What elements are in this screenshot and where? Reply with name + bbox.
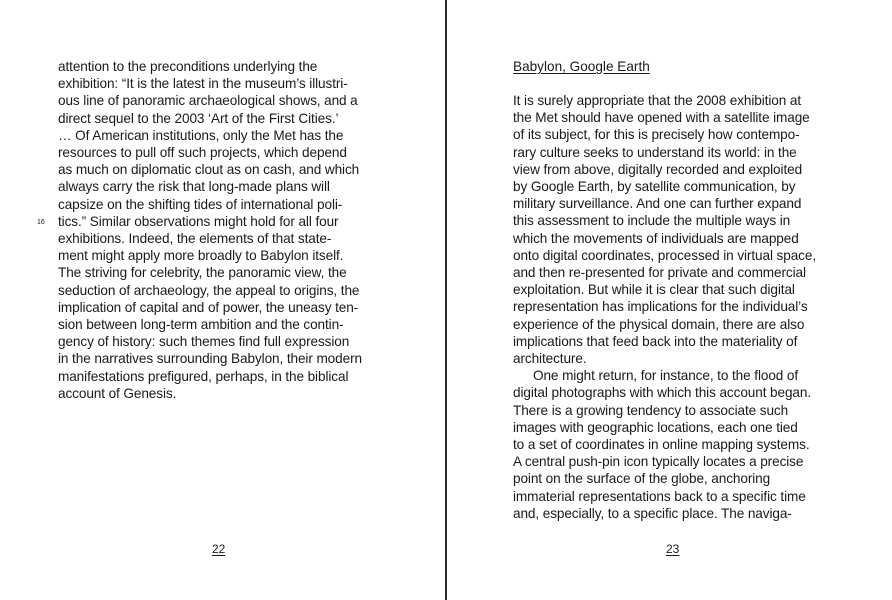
text-line: immaterial representations back to a specific time: [513, 488, 806, 504]
text-line: tics.” Similar observations might hold for all four: [58, 213, 339, 229]
text-line: to a set of coordinates in online mapping systems.: [513, 437, 810, 453]
text-line: exploitation. But while it is clear that such digital: [513, 282, 795, 298]
text-line: The striving for celebrity, the panoramic view, the: [58, 265, 347, 281]
text-line: point on the surface of the globe, anchoring: [513, 471, 771, 487]
text-line: direct sequel to the 2003 ‘Art of the First Cities.’: [58, 110, 339, 126]
text-line: seduction of archaeology, the appeal to origins, the: [58, 282, 360, 298]
text-line: digital photographs with which this account began.: [513, 385, 812, 401]
left-body-text: [58, 58, 362, 402]
text-line: in the narratives surrounding Babylon, their modern: [58, 351, 362, 367]
text-line: manifestations prefigured, perhaps, in the biblical: [58, 368, 349, 384]
text-line: of its subject, for this is precisely how contempo-: [513, 127, 800, 143]
text-line: gency of history: such themes find full expression: [58, 334, 350, 350]
text-line: account of Genesis.: [58, 385, 177, 401]
text-line: this assessment to include the multiple ways in: [513, 213, 791, 229]
text-line: images with geographic locations, each one tied: [513, 419, 798, 435]
text-line: implications that feed back into the materiality of: [513, 333, 798, 349]
text-line: … Of American institutions, only the Met has the: [58, 127, 344, 143]
text-line: ment might apply more broadly to Babylon itself.: [58, 248, 344, 264]
text-line: architecture.: [513, 351, 587, 367]
text-line: and then re-presented for private and commercial: [513, 265, 806, 281]
text-line: There is a growing tendency to associate such: [513, 402, 789, 418]
text-line: sion between long-term ambition and the contin-: [58, 317, 344, 333]
text-line: which the movements of individuals are mapped: [513, 230, 799, 246]
text-line: resources to pull off such projects, which depend: [58, 145, 347, 161]
text-line: attention to the preconditions underlying the: [58, 59, 318, 74]
left-page: [0, 0, 445, 600]
text-line: the Met should have opened with a satellite image: [513, 110, 810, 126]
text-line: always carry the risk that long-made plans will: [58, 179, 330, 195]
text-line: view from above, digitally recorded and exploited: [513, 161, 803, 177]
text-line: and, especially, to a specific place. The naviga-: [513, 505, 792, 521]
text-line: capsize on the shifting tides of international poli-: [58, 196, 343, 212]
page-number-left: 22: [212, 542, 226, 556]
section-heading: Babylon, Google Earth: [513, 59, 650, 74]
text-line: It is surely appropriate that the 2008 exhibition at: [513, 93, 802, 108]
right-page: [447, 0, 892, 600]
text-line: rary culture seeks to understand its world: in the: [513, 144, 797, 160]
text-line: onto digital coordinates, processed in virtual space,: [513, 247, 817, 263]
margin-note-number: 16: [37, 219, 45, 226]
text-line: representation has implications for the individual’s: [513, 299, 808, 315]
right-body-text: [513, 92, 816, 522]
text-line: experience of the physical domain, there are also: [513, 316, 805, 332]
text-line: as much on diplomatic clout as on cash, and which: [58, 162, 360, 178]
text-line: exhibitions. Indeed, the elements of that state-: [58, 231, 332, 247]
text-line: ous line of panoramic archaeological shows, and a: [58, 93, 358, 109]
text-line: by Google Earth, by satellite communication, by: [513, 179, 796, 195]
text-line: exhibition: “It is the latest in the museum’s illustri-: [58, 76, 348, 92]
page-number-right: 23: [666, 542, 680, 556]
text-line: A central push-pin icon typically locates a precise: [513, 454, 804, 470]
text-line: One might return, for instance, to the flood of: [533, 368, 799, 384]
text-line: military surveillance. And one can further expand: [513, 196, 802, 212]
text-line: implication of capital and of power, the uneasy ten-: [58, 299, 359, 315]
